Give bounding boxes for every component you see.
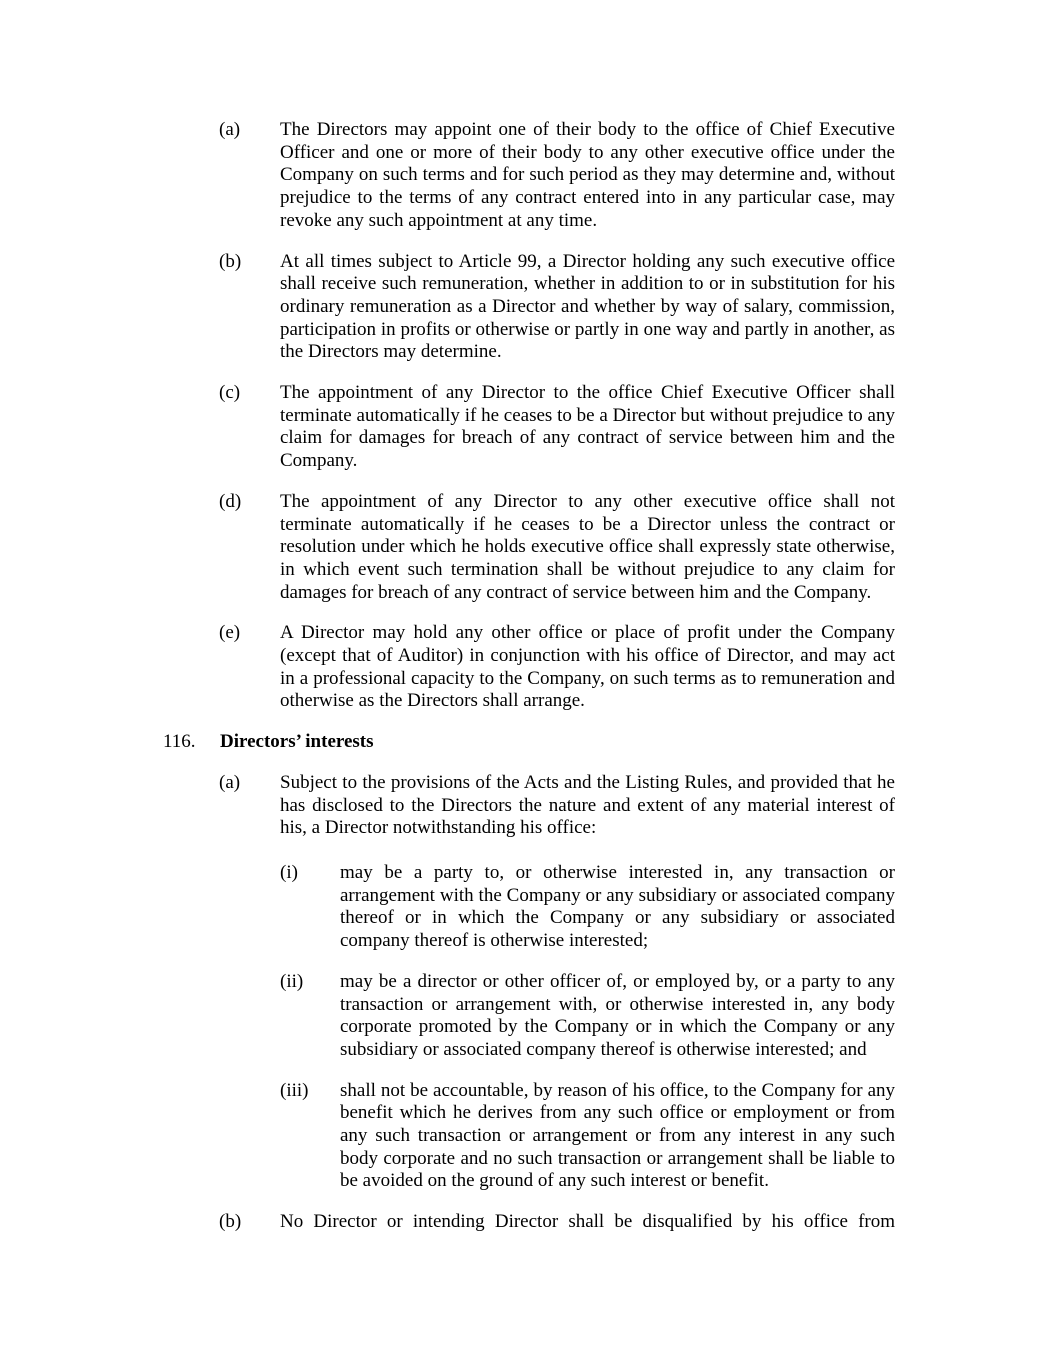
- clause-e: [219, 622, 1055, 713]
- clause-a: [219, 119, 1055, 233]
- section-number: 116.: [163, 731, 196, 753]
- clause-b-label: (b): [219, 250, 242, 272]
- section-116-heading-row: [163, 731, 1055, 754]
- clause-116-a: [219, 772, 1055, 840]
- section-heading: Directors’ interests: [220, 731, 374, 753]
- clause-b-text: At all times subject to Article 99, a Director holding any such executive office shall receive such remuneration, whether in addition to or in substitution for his ordinary remuneration as a Director and whether by way of salary, commission, participation in profits or otherwise or partly in one way and partly in another, as the Directors may determine.: [280, 250, 895, 363]
- clause-116-a-text: Subject to the provisions of the Acts and the Listing Rules, and provided that he has disclosed to the Directors the nature and extent of any material interest of his, a Director notwithstanding his office:: [280, 771, 895, 839]
- clause-116-b-text: No Director or intending Director shall be disqualified by his office from: [280, 1211, 895, 1233]
- subclause-iii-text: shall not be accountable, by reason of his office, to the Company for any benefit which he derives from any such office or employment or from any such transaction or arrangement or from any interest in any such body corporate and no such transaction or arrangement shall be liable to be avoided on the ground of any such interest or benefit.: [340, 1079, 895, 1192]
- subclause-iii-label: (iii): [280, 1079, 309, 1101]
- subclause-i-label: (i): [280, 861, 298, 883]
- clause-116-a-label: (a): [219, 771, 241, 793]
- clause-c-text: The appointment of any Director to the office Chief Executive Officer shall terminate automatically if he ceases to be a Director but without prejudice to any claim for damages for breach of any contract of service between him and the Company.: [280, 382, 895, 472]
- clause-c-label: (c): [219, 382, 241, 404]
- clause-b: [219, 251, 1055, 365]
- subclause-ii-text: may be a director or other officer of, or employed by, or a party to any transaction or arrangement with, or otherwise interested in, any body corporate promoted by the Company or in which the Company or any subsidiary or associated company thereof is otherwise interested; and: [340, 970, 895, 1060]
- subclause-iii: [280, 1080, 1055, 1194]
- clause-d-label: (d): [219, 490, 242, 512]
- clause-116-b-label: (b): [219, 1211, 242, 1233]
- clause-d: [219, 491, 1055, 605]
- clause-a-label: (a): [219, 119, 241, 140]
- subclause-i: [280, 862, 1055, 953]
- clause-116-b: [219, 1211, 1055, 1234]
- subclause-ii: [280, 971, 1055, 1062]
- clause-e-text: A Director may hold any other office or place of profit under the Company (except that of Auditor) in conjunction with his office of Director, and may act in a professional capacity to the Company, on such terms as to remuneration and otherwise as the Directors shall arrange.: [280, 622, 895, 712]
- clause-c: [219, 382, 1055, 473]
- subclause-i-text: may be a party to, or otherwise interested in, any transaction or arrangement with the Company or any subsidiary or associated company thereof or in which the Company or any subsidiary or associated company thereof is otherwise interested;: [340, 861, 895, 952]
- clause-a-text: The Directors may appoint one of their body to the office of Chief Executive Officer and one or more of their body to any other executive office under the Company on such terms and for such period as they may determine and, without prejudice to the terms of any contract entered into in any particular case, may revoke any such appointment at any time.: [280, 119, 895, 231]
- clause-d-text: The appointment of any Director to any other executive office shall not terminate automatically if he ceases to be a Director unless the contract or resolution under which he holds executive office shall expressly state otherwise, in which event such termination shall be without prejudice to any claim for damages for breach of any contract of service between him and the Company.: [280, 490, 895, 603]
- clause-e-label: (e): [219, 622, 241, 644]
- subclause-ii-label: (ii): [280, 970, 304, 992]
